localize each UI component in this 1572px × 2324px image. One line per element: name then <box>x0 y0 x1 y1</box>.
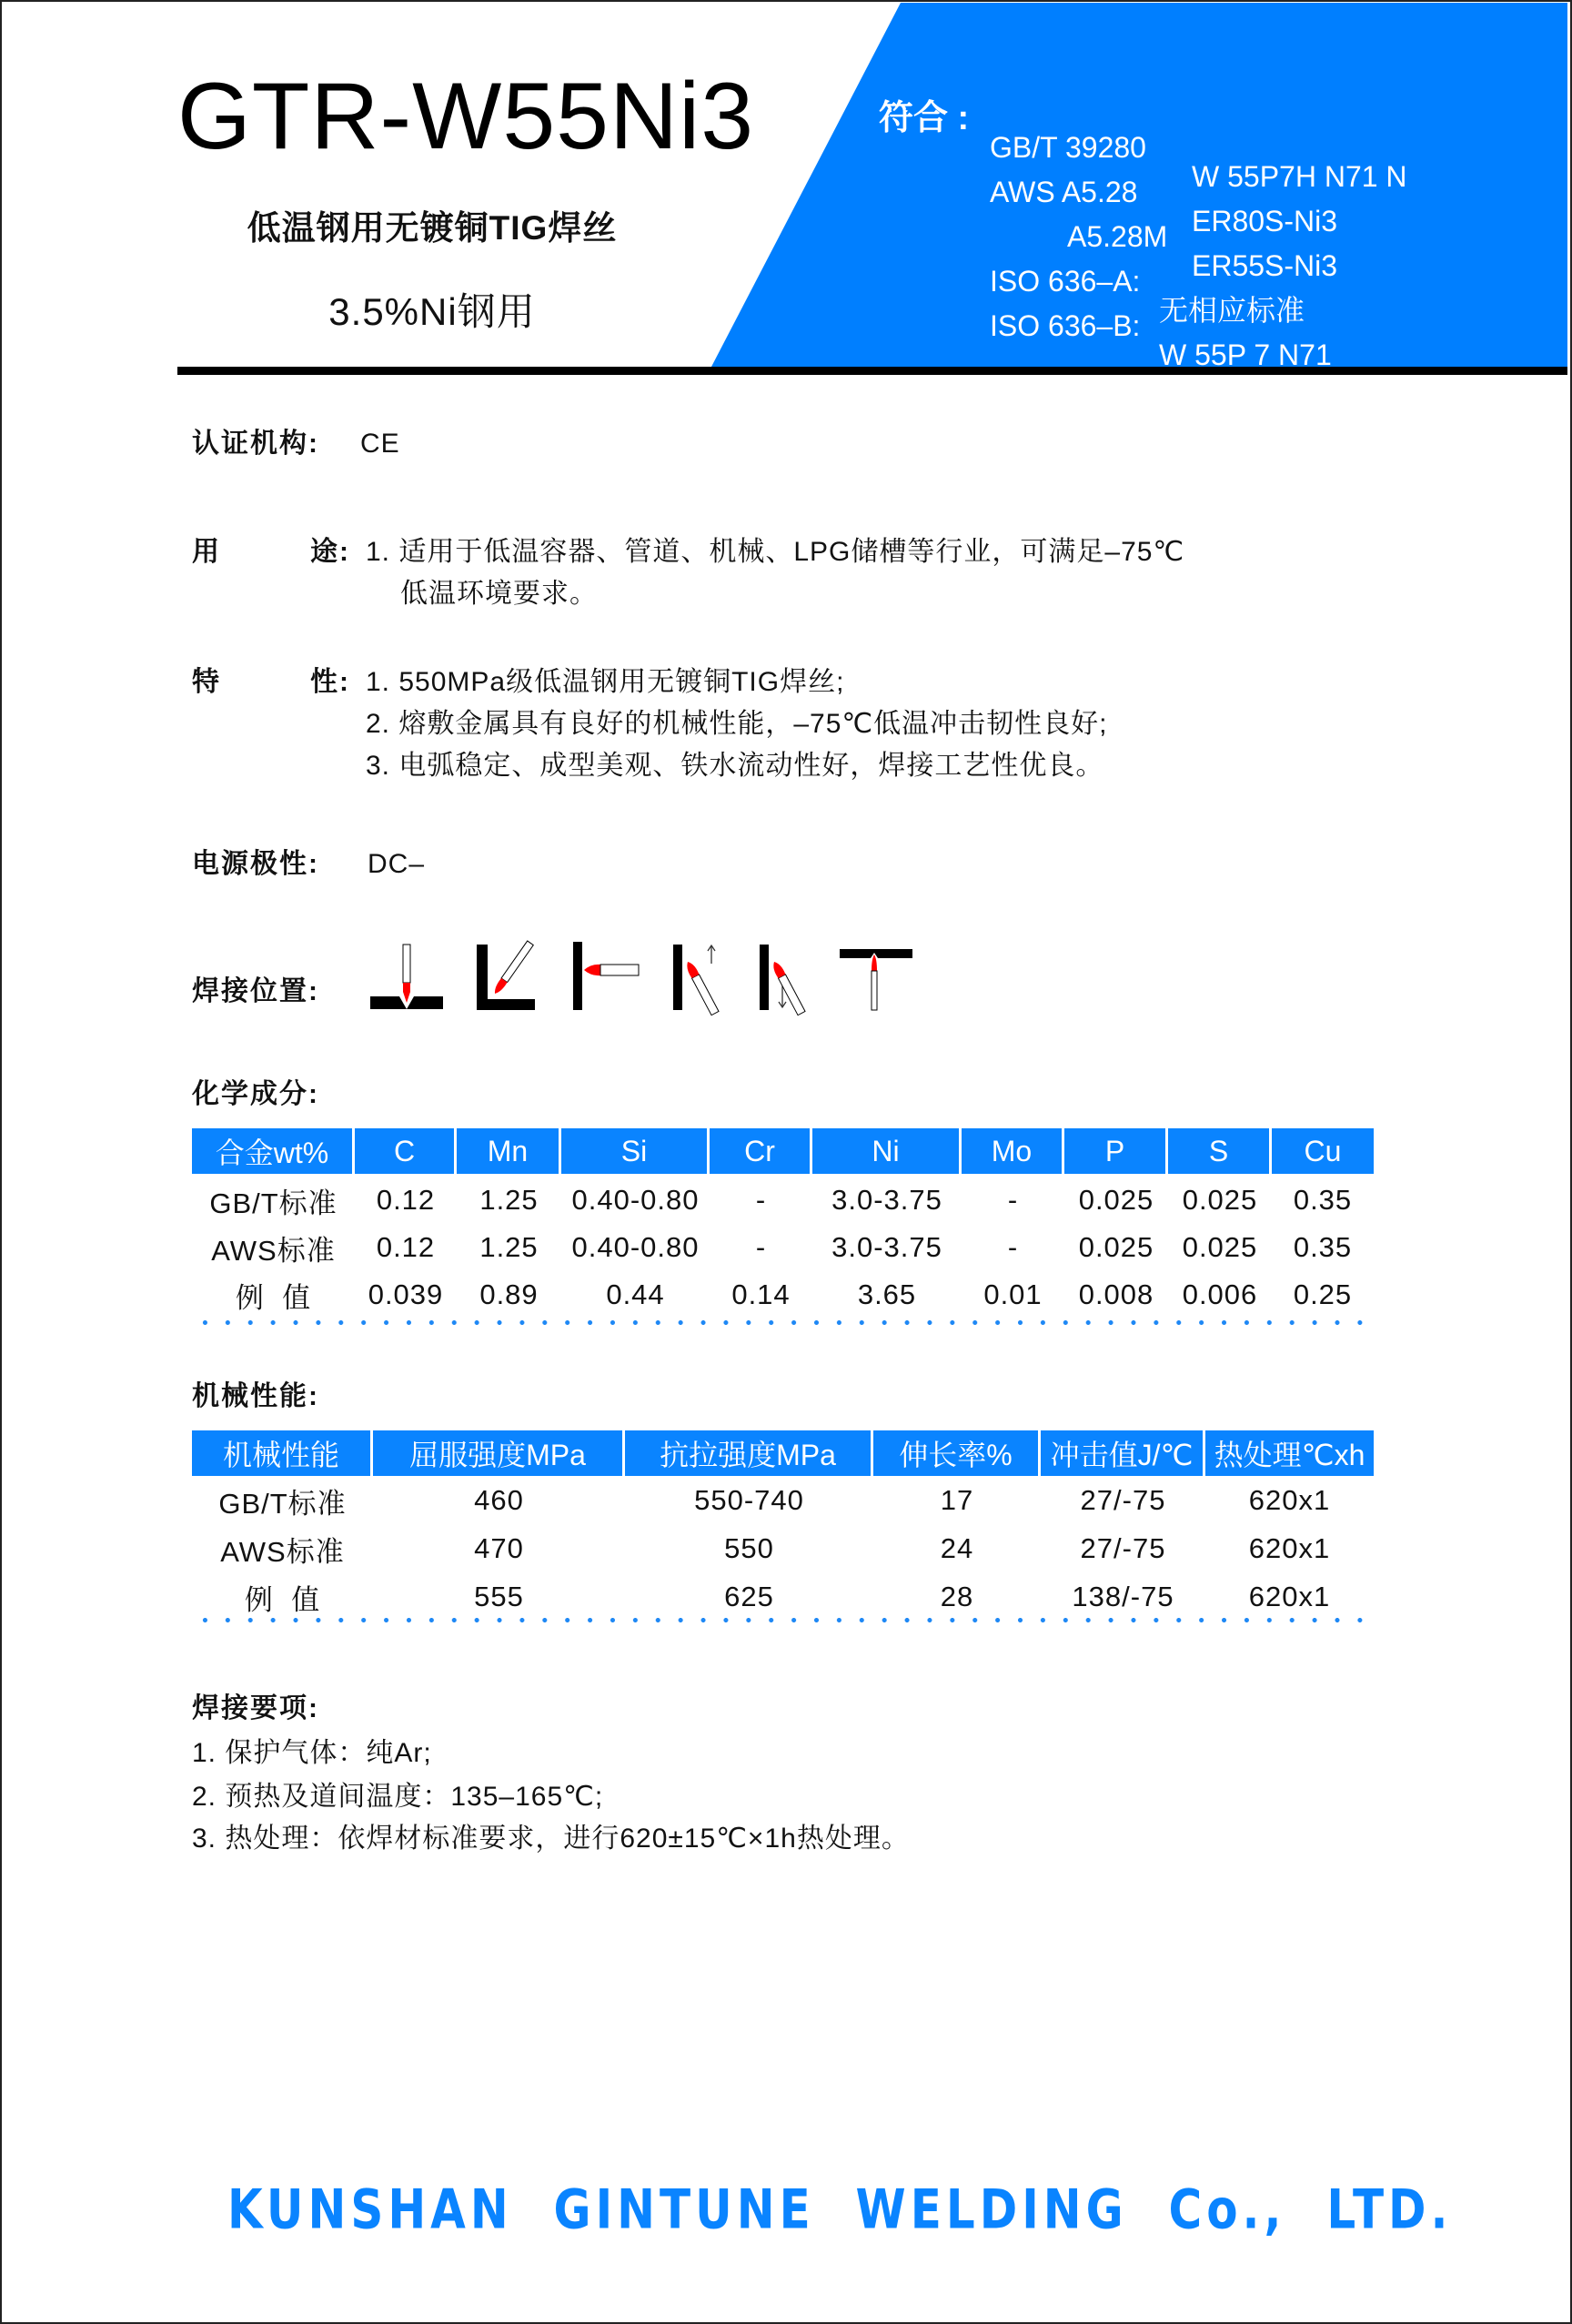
row-label: 例 值 <box>235 1281 312 1314</box>
certification-label: 认证机构: <box>192 429 319 459</box>
feature-line: 3. 电弧稳定、成型美观、铁水流动性好，焊接工艺性优良。 <box>366 751 1104 781</box>
table-cell: 0.008 <box>1078 1278 1154 1310</box>
chemical-label: 化学成分: <box>192 1079 319 1109</box>
column-header: Ni <box>812 1128 959 1174</box>
table-cell: 625 <box>724 1581 774 1612</box>
table-cell: 28 <box>940 1581 974 1612</box>
column-header: Cu <box>1272 1128 1374 1174</box>
table-row <box>192 1272 1374 1318</box>
table-cell: 0.006 <box>1182 1278 1258 1310</box>
table-cell: 1.25 <box>479 1231 539 1263</box>
column-header: P <box>1064 1128 1165 1174</box>
conform-value: 无相应标准 <box>1159 294 1305 327</box>
features-label-a: 特 <box>192 667 221 697</box>
table-cell: 550-740 <box>694 1484 804 1516</box>
row-label: 例 值 <box>244 1583 321 1616</box>
features-label <box>192 669 350 696</box>
column-header: 伸长率% <box>873 1430 1038 1476</box>
chemical-table-dotted-rule <box>194 1320 1372 1325</box>
usage-line: 低温环境要求。 <box>400 579 598 609</box>
table-cell: 0.039 <box>368 1278 444 1310</box>
row-label: GB/T标准 <box>218 1487 347 1520</box>
usage-label <box>192 539 350 566</box>
table-cell: 3.0-3.75 <box>831 1231 942 1263</box>
table-cell: 550 <box>724 1532 774 1564</box>
column-header: Mo <box>962 1128 1062 1174</box>
table-cell: 0.025 <box>1182 1231 1258 1263</box>
polarity-label: 电源极性: <box>192 849 319 879</box>
mechanical-label: 机械性能: <box>192 1381 319 1411</box>
mechanical-table <box>192 1430 1374 1626</box>
mechanical-table-header <box>192 1430 1374 1476</box>
vertical-down-icon <box>757 937 821 1037</box>
features-label-b: 性: <box>310 667 350 697</box>
welding-position-label: 焊接位置: <box>192 976 319 1006</box>
table-cell: 27/-75 <box>1080 1532 1166 1564</box>
product-subtitle: 低温钢用无镀铜TIG焊丝 <box>247 209 618 247</box>
table-cell: 0.44 <box>606 1278 665 1310</box>
table-cell: 620x1 <box>1248 1581 1331 1612</box>
conform-value: ER80S-Ni3 <box>1192 205 1338 237</box>
notes-label: 焊接要项: <box>192 1693 319 1723</box>
note-line: 2. 预热及道间温度：135–165℃; <box>192 1782 604 1812</box>
conform-standard: ISO 636–B: <box>990 309 1141 342</box>
table-cell: 555 <box>474 1581 524 1612</box>
chemical-table <box>192 1128 1374 1324</box>
table-cell: - <box>1007 1184 1019 1216</box>
conform-value: ER55S-Ni3 <box>1192 249 1338 282</box>
column-header: 屈服强度MPa <box>373 1430 622 1476</box>
table-cell: 470 <box>474 1532 524 1564</box>
table-cell: 0.89 <box>479 1278 539 1310</box>
table-cell: 460 <box>474 1484 524 1516</box>
column-header: 热处理℃xh <box>1205 1430 1374 1476</box>
conform-standard: ISO 636–A: <box>990 265 1141 298</box>
table-cell: 620x1 <box>1248 1532 1331 1564</box>
table-cell: 3.65 <box>857 1278 917 1310</box>
table-cell: 138/-75 <box>1072 1581 1174 1612</box>
conform-value: W 55P 7 N71 <box>1159 338 1332 371</box>
table-cell: 0.12 <box>376 1231 436 1263</box>
usage-line: 1. 适用于低温容器、管道、机械、LPG储槽等行业，可满足–75℃ <box>366 537 1185 567</box>
polarity-value: DC– <box>368 849 426 879</box>
column-header: 抗拉强度MPa <box>625 1430 871 1476</box>
column-header: S <box>1168 1128 1269 1174</box>
conform-value: W 55P7H N71 N <box>1192 160 1407 193</box>
table-row <box>192 1574 1374 1620</box>
row-label: AWS标准 <box>211 1234 336 1267</box>
table-cell: 3.0-3.75 <box>831 1184 942 1216</box>
flat-position-icon <box>368 937 450 1037</box>
horizontal-fillet-icon <box>475 937 561 1037</box>
vertical-up-icon <box>670 937 734 1037</box>
table-row <box>192 1526 1374 1571</box>
table-cell: 0.40-0.80 <box>571 1231 700 1263</box>
note-line: 1. 保护气体：纯Ar; <box>192 1738 432 1768</box>
column-header: Si <box>561 1128 707 1174</box>
table-row <box>192 1478 1374 1523</box>
conform-standard: A5.28M <box>1067 220 1168 253</box>
conform-standard: GB/T 39280 <box>990 131 1146 164</box>
row-label: GB/T标准 <box>209 1187 338 1219</box>
row-label: AWS标准 <box>220 1535 345 1568</box>
company-name: KUNSHAN GINTUNE WELDING Co., LTD. <box>227 2177 1453 2241</box>
table-cell: 24 <box>940 1532 974 1564</box>
table-cell: 620x1 <box>1248 1484 1331 1516</box>
table-cell: 0.01 <box>983 1278 1043 1310</box>
feature-line: 1. 550MPa级低温钢用无镀铜TIG焊丝; <box>366 667 845 697</box>
horizontal-position-icon <box>571 937 644 1037</box>
table-cell: 0.14 <box>731 1278 791 1310</box>
usage-label-b: 途: <box>310 537 350 567</box>
column-header: 合金wt% <box>192 1128 352 1174</box>
usage-label-a: 用 <box>192 537 221 567</box>
table-cell: 0.35 <box>1293 1184 1353 1216</box>
table-row <box>192 1177 1374 1223</box>
column-header: 机械性能 <box>192 1430 370 1476</box>
table-cell: 0.35 <box>1293 1231 1353 1263</box>
column-header: C <box>355 1128 454 1174</box>
overhead-position-icon <box>838 937 915 1037</box>
product-subtitle-application: 3.5%Ni钢用 <box>328 290 536 333</box>
table-cell: 17 <box>940 1484 974 1516</box>
table-cell: 1.25 <box>479 1184 539 1216</box>
column-header: Mn <box>457 1128 559 1174</box>
mechanical-table-dotted-rule <box>194 1618 1372 1622</box>
conform-label: 符合 : <box>879 99 970 137</box>
column-header: 冲击值J/℃ <box>1041 1430 1203 1476</box>
conform-standard: AWS A5.28 <box>990 176 1138 208</box>
certification-value: CE <box>360 429 400 459</box>
note-line: 3. 热处理：依焊材标准要求，进行620±15℃×1h热处理。 <box>192 1824 910 1854</box>
chemical-table-header <box>192 1128 1374 1174</box>
table-row <box>192 1225 1374 1270</box>
table-cell: 0.025 <box>1182 1184 1258 1216</box>
table-cell: 0.12 <box>376 1184 436 1216</box>
feature-line: 2. 熔敷金属具有良好的机械性能，–75℃低温冲击韧性良好; <box>366 709 1108 739</box>
table-cell: - <box>755 1184 767 1216</box>
table-cell: - <box>1007 1231 1019 1263</box>
column-header: Cr <box>710 1128 810 1174</box>
table-cell: 0.025 <box>1078 1231 1154 1263</box>
table-cell: 0.25 <box>1293 1278 1353 1310</box>
table-cell: 27/-75 <box>1080 1484 1166 1516</box>
table-cell: 0.40-0.80 <box>571 1184 700 1216</box>
table-cell: - <box>755 1231 767 1263</box>
product-code: GTR-W55Ni3 <box>177 64 755 169</box>
table-cell: 0.025 <box>1078 1184 1154 1216</box>
header-divider <box>177 367 1567 375</box>
